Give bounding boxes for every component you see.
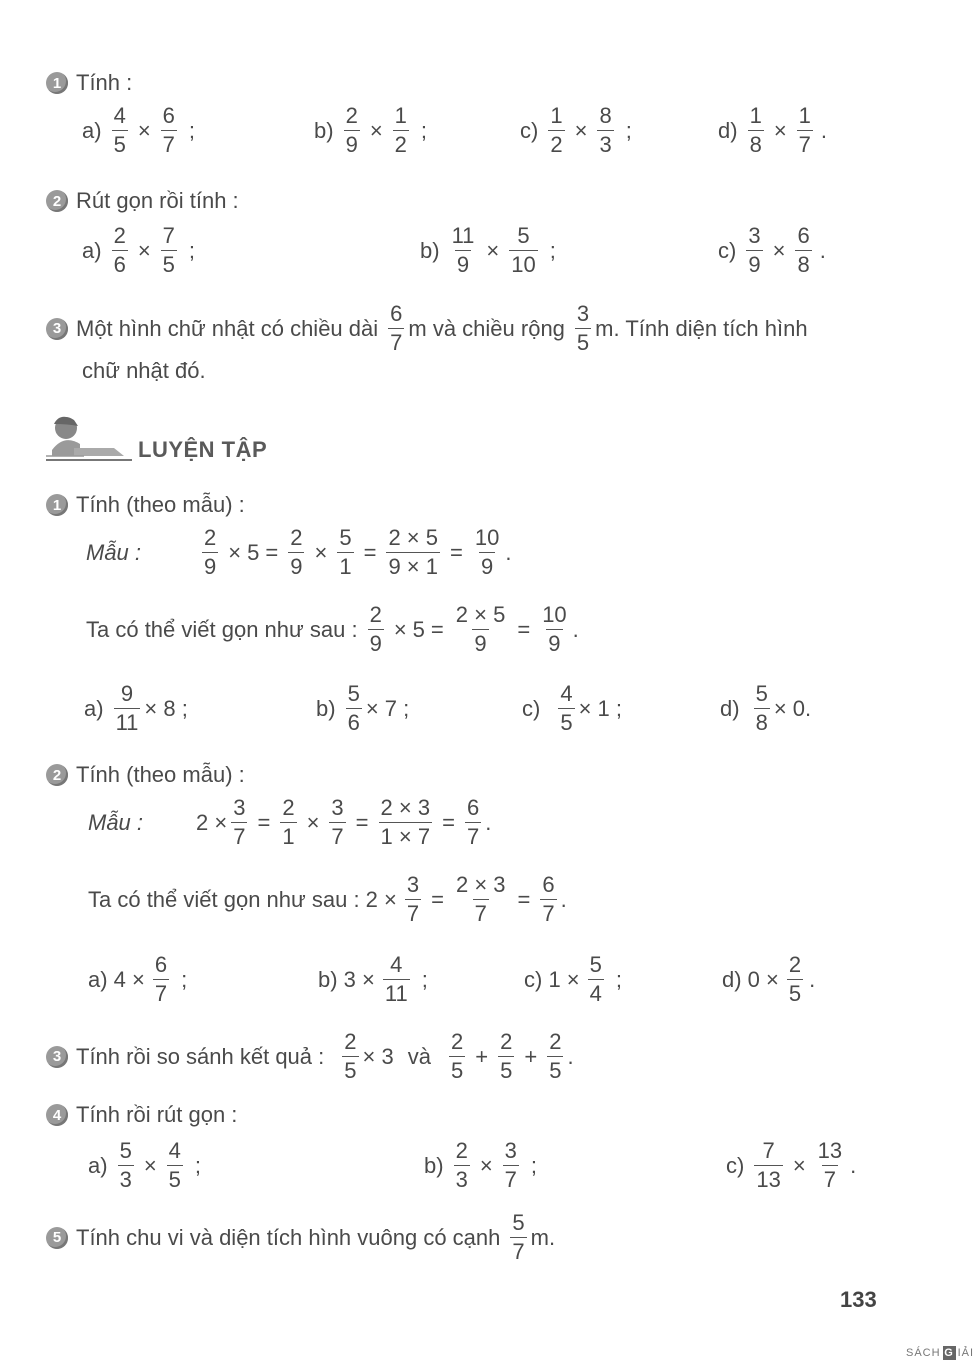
- fraction: $\frac{10}{9}$: [474, 525, 500, 579]
- practice-4-item-a: [88, 1140, 201, 1191]
- fraction: $\frac{2 \times 5}{9}$: [455, 602, 506, 656]
- fraction: $\frac{9}{11}$: [115, 681, 139, 735]
- fraction: $\frac{4}{11}$: [384, 952, 408, 1006]
- item-tail: × 1 ;: [578, 695, 622, 721]
- practice-4-header: [46, 1102, 237, 1128]
- exercise-1-item-c: [520, 105, 632, 156]
- fraction: $\frac{1}{2}$: [394, 103, 407, 157]
- practice-icon: [44, 410, 134, 472]
- exercise-number-badge: 1: [46, 494, 68, 516]
- fraction: $\frac{1}{8}$: [749, 103, 762, 157]
- punctuation: ;: [188, 117, 196, 143]
- practice-5: [46, 1212, 555, 1263]
- practice-1-item-a: [84, 683, 188, 734]
- example-label: Mẫu :: [88, 809, 144, 835]
- operator: ×: [143, 1152, 157, 1178]
- punctuation: ;: [549, 237, 556, 263]
- fraction: $\frac{2}{9}$: [290, 525, 303, 579]
- item-label: b): [424, 1152, 444, 1178]
- exercise-2-item-b: [420, 225, 556, 276]
- exercise-title: Tính (theo mẫu) :: [76, 492, 245, 517]
- punctuation: .: [850, 1152, 857, 1178]
- punctuation: .: [809, 966, 816, 992]
- exercise-1-item-a: [82, 105, 195, 156]
- fraction: $\frac{10}{9}$: [542, 602, 567, 656]
- item-label: c) 1 ×: [524, 966, 580, 992]
- item-label: c): [726, 1152, 745, 1178]
- operator: ×: [792, 1152, 806, 1178]
- item-label: b): [420, 237, 440, 263]
- exercise-number-badge: 4: [46, 1104, 68, 1126]
- item-label: a): [82, 237, 102, 263]
- punctuation: ;: [530, 1152, 538, 1178]
- exercise-2-header: [46, 188, 239, 214]
- fraction: $\frac{2}{9}$: [204, 525, 217, 579]
- exercise-2-item-c: [718, 225, 826, 276]
- fraction: $\frac{2}{5}$: [549, 1029, 562, 1083]
- fraction: $\frac{1}{2}$: [550, 103, 563, 157]
- exercise-text: m. Tính diện tích hình: [595, 315, 808, 341]
- fraction: $\frac{2}{5}$: [344, 1029, 357, 1083]
- fraction-length: $\frac{6}{7}$: [390, 301, 403, 355]
- exercise-number-badge: 3: [46, 1046, 68, 1068]
- practice-1-item-c: [522, 683, 622, 734]
- exercise-3-line-2: [82, 358, 206, 384]
- item-label: b): [314, 117, 334, 143]
- integer: 2 ×: [196, 809, 228, 835]
- exercise-3-line-1: [46, 303, 808, 354]
- practice-2-item-b: [318, 954, 428, 1005]
- fraction: $\frac{6}{7}$: [466, 795, 480, 849]
- fraction: $\frac{7}{5}$: [162, 223, 175, 277]
- fraction: $\frac{2}{5}$: [500, 1029, 513, 1083]
- item-tail: × 7 ;: [365, 695, 410, 721]
- fraction: $\frac{5}{8}$: [755, 681, 768, 735]
- exercise-text: Tính chu vi và diện tích hình vuông có cạnh: [76, 1224, 501, 1250]
- exercise-2-item-a: [82, 225, 195, 276]
- brand-logo: SÁCH G IẢI: [906, 1347, 975, 1359]
- item-label: d): [718, 117, 738, 143]
- punctuation: ;: [194, 1152, 202, 1178]
- practice-1-header: [46, 492, 245, 518]
- punctuation: ;: [420, 117, 428, 143]
- fraction: $\frac{2}{9}$: [369, 602, 382, 656]
- punctuation: ;: [615, 966, 623, 992]
- fraction: $\frac{3}{7}$: [331, 795, 344, 849]
- practice-4-item-b: [424, 1140, 537, 1191]
- exercise-1-header: [46, 70, 132, 96]
- exercise-number-badge: 5: [46, 1227, 68, 1249]
- example-label: Mẫu :: [86, 539, 142, 565]
- exercise-number-badge: 2: [46, 190, 68, 212]
- item-label: a): [88, 1152, 108, 1178]
- fraction: $\frac{13}{7}$: [817, 1138, 843, 1192]
- practice-2-item-d: [722, 954, 815, 1005]
- practice-heading: LUYỆN TẬP: [138, 437, 268, 462]
- practice-2-item-c: [524, 954, 622, 1005]
- fraction: $\frac{5}{6}$: [347, 681, 360, 735]
- item-label: a): [82, 117, 102, 143]
- practice-2-header: [46, 762, 245, 788]
- operator: ×: [137, 117, 151, 143]
- punctuation: ;: [188, 237, 196, 263]
- fraction: $\frac{1}{7}$: [798, 103, 811, 157]
- item-label: d): [720, 695, 740, 721]
- exercise-number-badge: 2: [46, 764, 68, 786]
- practice-1-item-d: [720, 683, 811, 734]
- practice-1-example: Mẫu : $\frac{2}{9}$ × 5 = $\frac{2}{9}$ × $\frac{5}{1}$ = $\frac{2 \times 5}{9 \times 1}$ = $\frac{10}{9}$ .: [86, 525, 512, 579]
- fraction: $\frac{4}{5}$: [113, 103, 126, 157]
- short-form-text: Ta có thể viết gọn như sau :: [86, 616, 358, 642]
- fraction: $\frac{11}{9}$: [451, 223, 475, 277]
- fraction: $\frac{8}{3}$: [599, 103, 612, 157]
- fraction: $\frac{6}{7}$: [542, 872, 555, 926]
- item-label: c): [522, 695, 541, 721]
- exercise-1-item-d: [718, 105, 827, 156]
- short-form-text: Ta có thể viết gọn như sau : 2 ×: [88, 886, 397, 912]
- fraction: $\frac{5}{10}$: [511, 223, 536, 277]
- operator: ×: [772, 237, 786, 263]
- practice-2-example: Mẫu : 2 × $\frac{3}{7}$ = $\frac{2}{1}$ × $\frac{3}{7}$ = $\frac{2 \times 3}{1 \times 7}$ = $\frac{6}{7}$ .: [88, 795, 492, 849]
- fraction: $\frac{3}{7}$: [504, 1138, 517, 1192]
- practice-1-item-b: [316, 683, 409, 734]
- exercise-title: Tính (theo mẫu) :: [76, 762, 245, 787]
- exercise-text: m và chiều rộng: [408, 315, 565, 341]
- integer: 5: [247, 539, 260, 565]
- operator: ×: [137, 237, 151, 263]
- fraction: $\frac{2}{3}$: [455, 1138, 468, 1192]
- operator: ×: [574, 117, 588, 143]
- item-label: b): [316, 695, 336, 721]
- item-label: c): [718, 237, 737, 263]
- punctuation: ;: [421, 966, 428, 992]
- fraction: $\frac{5}{1}$: [339, 525, 352, 579]
- fraction: $\frac{5}{4}$: [589, 952, 602, 1006]
- fraction: $\frac{4}{5}$: [560, 681, 573, 735]
- fraction: $\frac{6}{7}$: [154, 952, 168, 1006]
- integer: 5: [412, 616, 425, 642]
- punctuation: ;: [181, 966, 188, 992]
- exercise-1-item-b: [314, 105, 427, 156]
- exercise-title: Tính rồi rút gọn :: [76, 1102, 238, 1127]
- punctuation: ;: [625, 117, 632, 143]
- fraction: $\frac{6}{7}$: [162, 103, 175, 157]
- fraction: $\frac{3}{7}$: [406, 872, 420, 926]
- fraction: $\frac{3}{9}$: [748, 223, 761, 277]
- exercise-title: Tính rồi so sánh kết quả :: [76, 1043, 325, 1069]
- fraction: $\frac{2 \times 5}{9 \times 1}$: [388, 525, 438, 579]
- fraction: $\frac{2 \times 3}{1 \times 7}$: [380, 795, 431, 849]
- conjunction: và: [407, 1043, 431, 1069]
- exercise-number-badge: 1: [46, 72, 68, 94]
- fraction: $\frac{4}{5}$: [168, 1138, 181, 1192]
- item-tail: × 0.: [773, 695, 812, 721]
- fraction: $\frac{7}{13}$: [756, 1138, 781, 1192]
- fraction-width: $\frac{3}{5}$: [576, 301, 590, 355]
- item-label: d) 0 ×: [722, 966, 779, 992]
- practice-2-short-form: Ta có thể viết gọn như sau : 2 × $\frac{3}{7}$ = $\frac{2 \times 3}{7}$ = $\frac{6}{7}$ .: [88, 872, 567, 926]
- item-label: a) 4 ×: [88, 966, 145, 992]
- exercise-title: Rút gọn rồi tính :: [76, 188, 239, 213]
- practice-1-short-form: Ta có thể viết gọn như sau : $\frac{2}{9}$ × 5 = $\frac{2 \times 5}{9}$ = $\frac{10}{9}$ .: [86, 602, 579, 656]
- operator: ×: [486, 237, 500, 263]
- punctuation: .: [820, 117, 828, 143]
- fraction: $\frac{3}{7}$: [233, 795, 246, 849]
- practice-2-item-a: [88, 954, 187, 1005]
- practice-3: 3 Tính rồi so sánh kết quả : $\frac{2}{5}$ × 3 và $\frac{2}{5}$ + $\frac{2}{5}$ + $\frac{2}{5}$ .: [46, 1031, 574, 1082]
- exercise-text: chữ nhật đó.: [82, 358, 206, 383]
- unit: m.: [530, 1224, 556, 1250]
- item-label: a): [84, 695, 104, 721]
- operator: ×: [773, 117, 787, 143]
- practice-4-item-c: [726, 1140, 856, 1191]
- exercise-title: Tính :: [76, 70, 133, 95]
- punctuation: .: [819, 237, 826, 263]
- fraction: $\frac{5}{3}$: [119, 1138, 132, 1192]
- fraction: $\frac{2}{9}$: [345, 103, 358, 157]
- operator: ×: [369, 117, 383, 143]
- fraction: $\frac{2}{6}$: [113, 223, 126, 277]
- operator: ×: [479, 1152, 493, 1178]
- fraction: $\frac{2}{1}$: [282, 795, 295, 849]
- item-tail: × 8 ;: [144, 695, 188, 721]
- page-number: 133: [840, 1287, 877, 1312]
- fraction: $\frac{2 \times 3}{7}$: [455, 872, 506, 926]
- times-integer: × 3: [362, 1043, 394, 1069]
- fraction: $\frac{2}{5}$: [788, 952, 802, 1006]
- fraction-side: $\frac{5}{7}$: [512, 1210, 525, 1264]
- exercise-number-badge: 3: [46, 318, 68, 340]
- fraction: $\frac{6}{8}$: [797, 223, 810, 277]
- item-label: b) 3 ×: [318, 966, 375, 992]
- exercise-text: Một hình chữ nhật có chiều dài: [76, 315, 379, 341]
- fraction: $\frac{2}{5}$: [450, 1029, 464, 1083]
- item-label: c): [520, 117, 539, 143]
